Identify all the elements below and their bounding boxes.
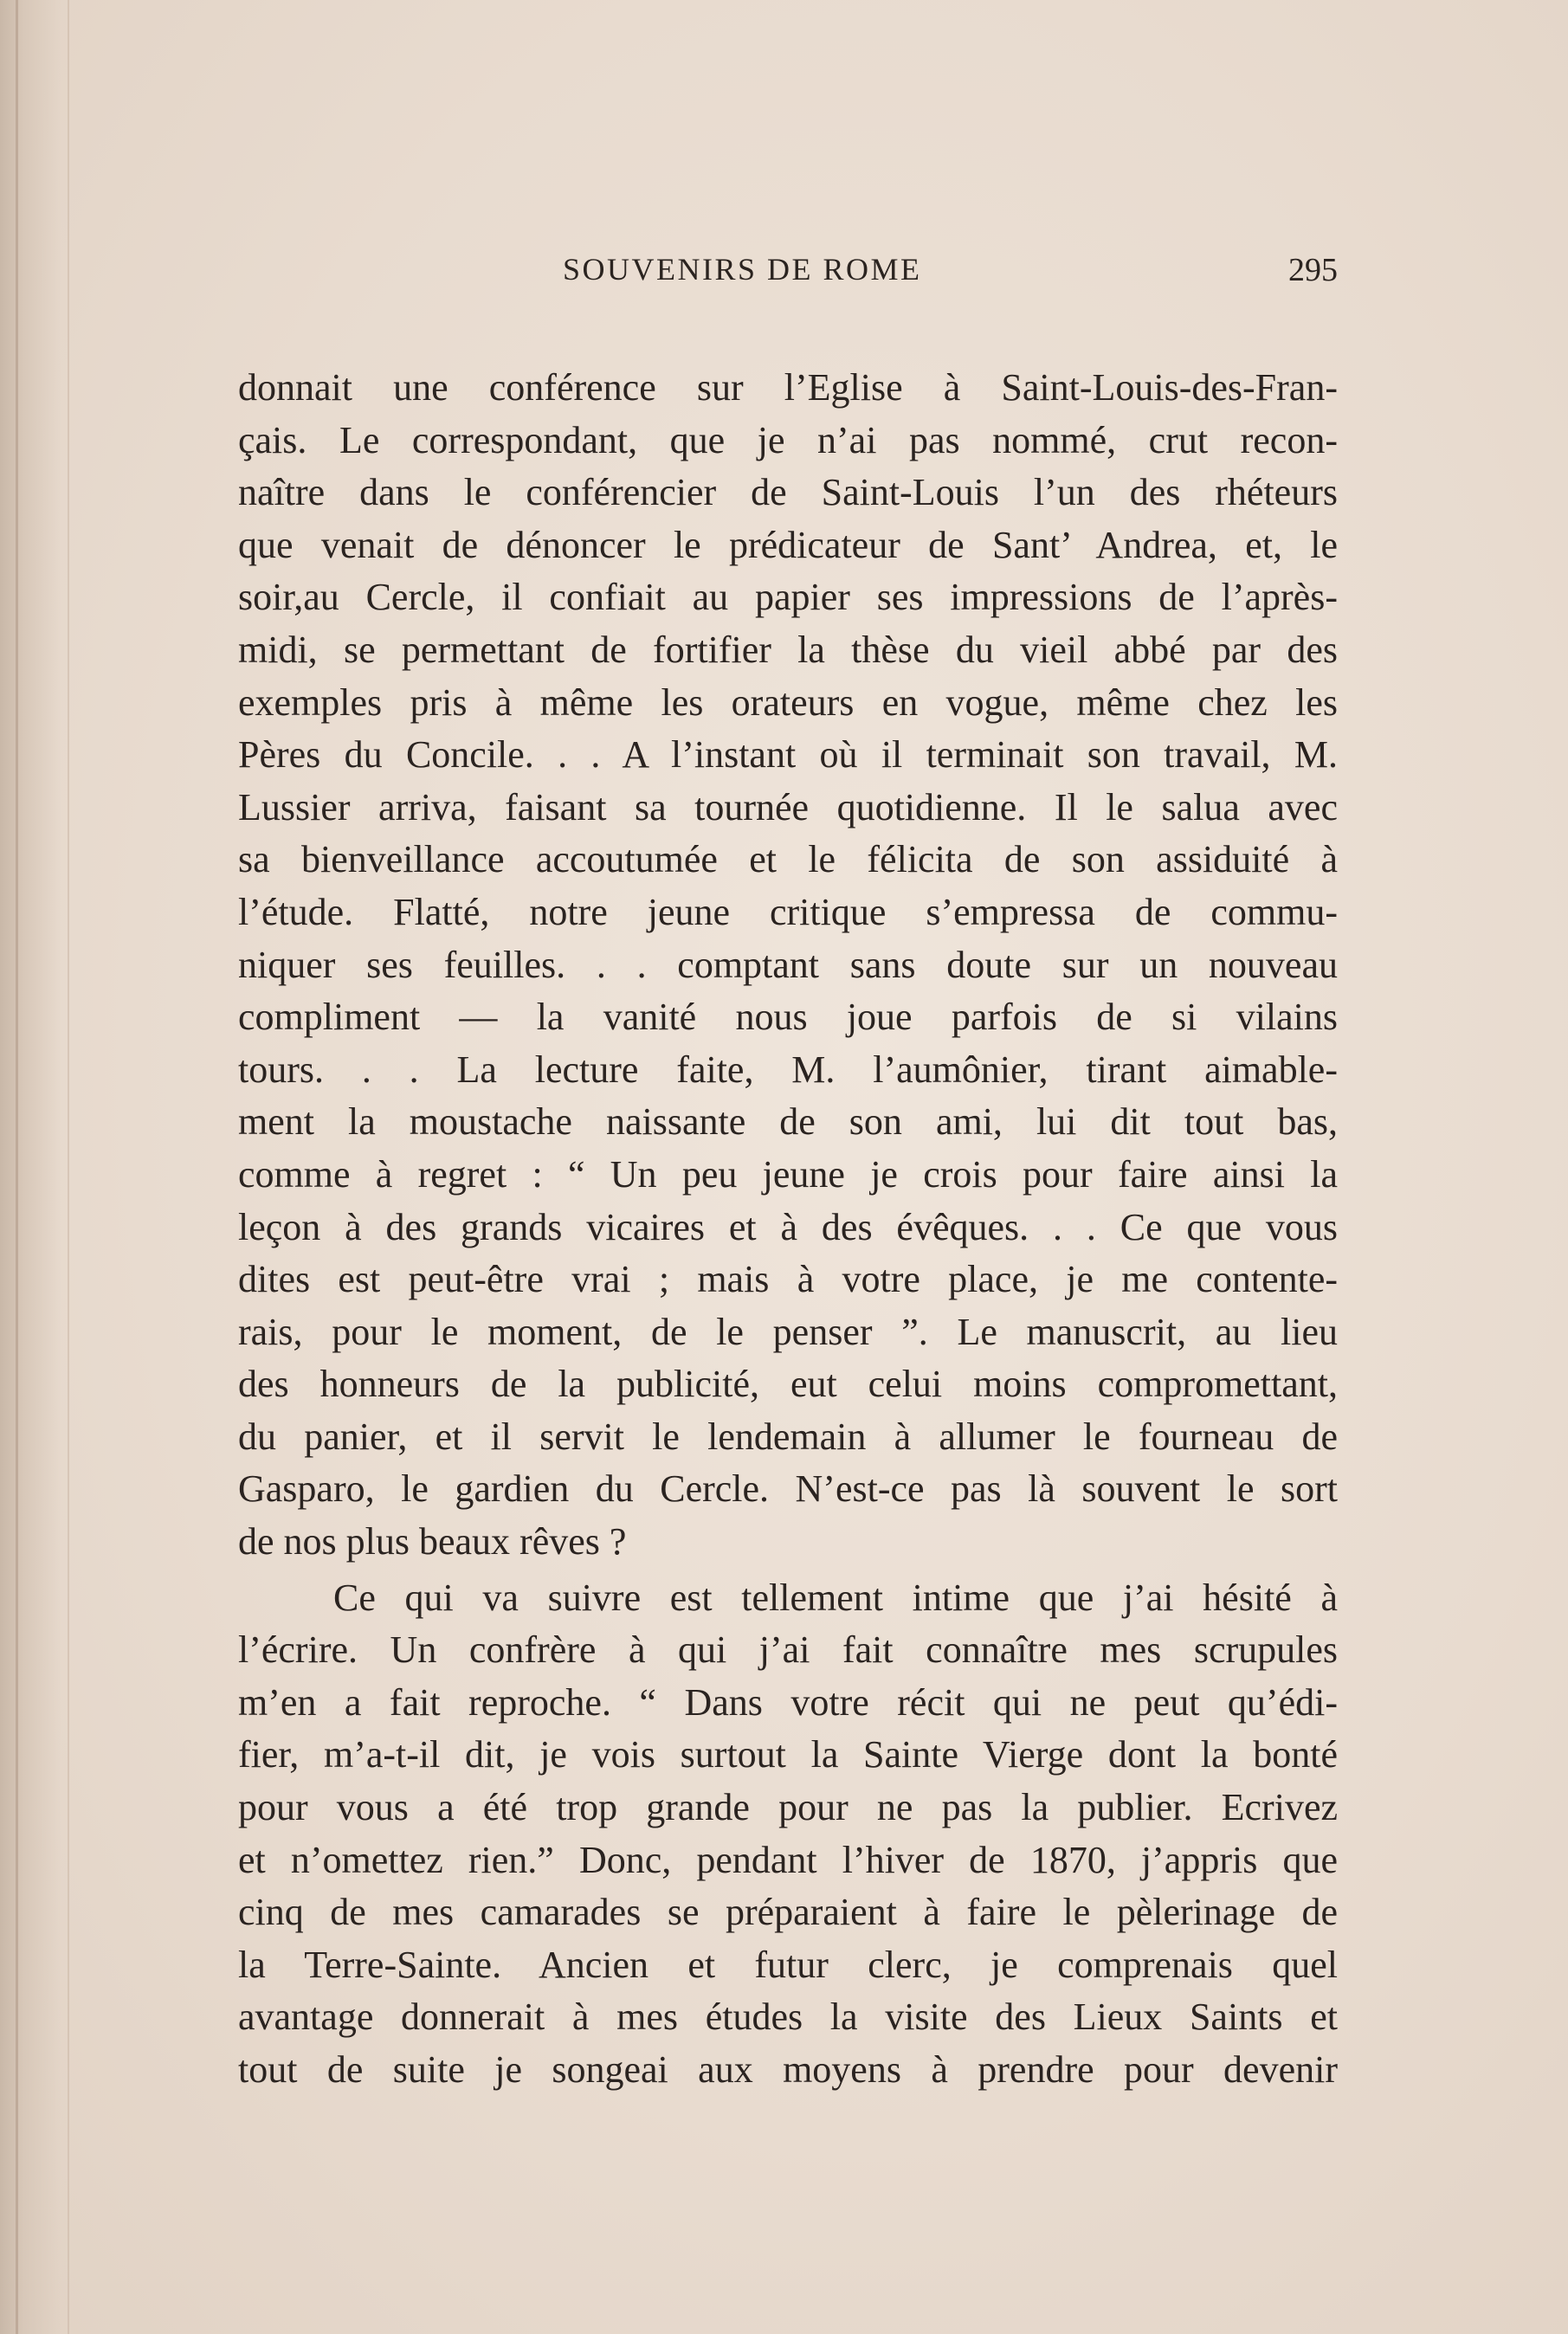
text-line: la Terre-Sainte. Ancien et futur clerc, je comprenais quel <box>238 1943 1338 1986</box>
text-line: tout de suite je songeai aux moyens à prendre pour devenir <box>238 2048 1338 2091</box>
binding-shadow <box>0 0 61 2334</box>
text-line: Lussier arriva, faisant sa tournée quotidienne. Il le salua avec <box>238 785 1338 829</box>
text-line: donnait une conférence sur l’Eglise à Saint-Louis-des-Fran- <box>238 366 1338 409</box>
text-line: avantage donnerait à mes études la visite des Lieux Saints et <box>238 1996 1338 2039</box>
text-line: que venait de dénoncer le prédicateur de Sant’ Andrea, et, le <box>238 523 1338 566</box>
text-line: du panier, et il servit le lendemain à allumer le fourneau de <box>238 1415 1338 1458</box>
text-line: Pères du Concile. . . A l’instant où il terminait son travail, M. <box>238 733 1338 777</box>
text-line: çais. Le correspondant, que je n’ai pas nommé, crut recon- <box>238 418 1338 461</box>
text-line: soir,au Cercle, il confiait au papier ses impressions de l’après- <box>238 576 1338 619</box>
text-line: l’étude. Flatté, notre jeune critique s’empressa de commu- <box>238 890 1338 933</box>
text-line: ment la moustache naissante de son ami, lui dit tout bas, <box>238 1100 1338 1144</box>
text-line: tours. . . La lecture faite, M. l’aumônier, tirant aimable- <box>238 1048 1338 1091</box>
text-line: niquer ses feuilles. . . comptant sans doute sur un nouveau <box>238 943 1338 986</box>
binding-edge <box>16 0 18 2334</box>
text-line: cinq de mes camarades se préparaient à faire le pèlerinage de <box>238 1891 1338 1934</box>
text-line: et n’omettez rien.” Donc, pendant l’hiver de 1870, j’appris que <box>238 1838 1338 1881</box>
text-line: exemples pris à même les orateurs en vogue, même chez les <box>238 680 1338 724</box>
text-line: rais, pour le moment, de le penser ”. Le manuscrit, au lieu <box>238 1310 1338 1353</box>
text-line: Gasparo, le gardien du Cercle. N’est-ce pas là souvent le sort <box>238 1467 1338 1511</box>
text-line: m’en a fait reproche. “ Dans votre récit qui ne peut qu’édi- <box>238 1680 1338 1724</box>
paragraph-2 <box>238 1572 1338 2097</box>
text-line: l’écrire. Un confrère à qui j’ai fait connaître mes scrupules <box>238 1628 1338 1672</box>
text-line: sa bienveillance accoutumée et le félicita de son assiduité à <box>238 838 1338 881</box>
running-head <box>238 251 1338 294</box>
body-text <box>238 362 1338 2097</box>
text-line: leçon à des grands vicaires et à des évêques. . . Ce que vous <box>238 1205 1338 1248</box>
text-line: Ce qui va suivre est tellement intime que j’ai hésité à <box>333 1576 1338 1619</box>
text-line: de nos plus beaux rêves ? <box>238 1520 627 1564</box>
text-line: dites est peut-être vrai ; mais à votre place, je me contente- <box>238 1258 1338 1301</box>
text-line: fier, m’a-t-il dit, je vois surtout la Sainte Vierge dont la bonté <box>238 1733 1338 1776</box>
text-line: compliment — la vanité nous joue parfois de si vilains <box>238 996 1338 1039</box>
text-line: midi, se permettant de fortifier la thèse du vieil abbé par des <box>238 628 1338 671</box>
binding-crease <box>68 0 69 2334</box>
page-number: 295 <box>1288 252 1338 288</box>
text-line: naître dans le conférencier de Saint-Louis l’un des rhéteurs <box>238 471 1338 514</box>
running-title: SOUVENIRS DE ROME <box>563 252 922 287</box>
paragraph-1 <box>238 362 1338 1569</box>
text-line: des honneurs de la publicité, eut celui moins compromettant, <box>238 1363 1338 1406</box>
text-line: comme à regret : “ Un peu jeune je crois pour faire ainsi la <box>238 1152 1338 1196</box>
text-line: pour vous a été trop grande pour ne pas la publier. Ecrivez <box>238 1786 1338 1829</box>
